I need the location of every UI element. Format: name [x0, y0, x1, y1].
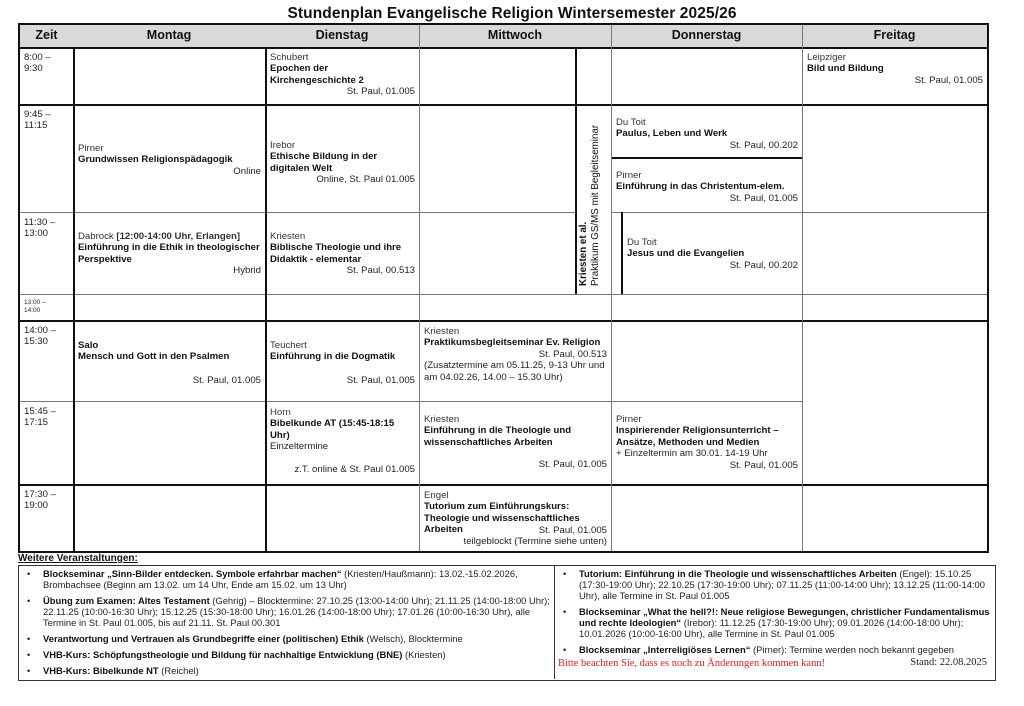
- course-title: Praktikumsbegleitseminar Ev. Religion: [424, 337, 601, 349]
- course-tutorium: [420, 487, 611, 551]
- course-einfuehrung-christentum: [612, 167, 802, 212]
- time-slot: 17:30 – 19:00: [24, 489, 57, 512]
- course-ethik-theologische-perspektive: [74, 228, 265, 294]
- event-title: Blockseminar „Interreligiöses Lernen“: [579, 644, 751, 655]
- room: Hybrid: [233, 265, 261, 277]
- course-title: Bild und Bildung: [807, 63, 884, 75]
- event-details: (Irebor): 11.12.25 (17:30-19:00 Uhr); 09.01.2026 (14:00-18:00 Uhr); 10.01.2026 (10:00-16:00 Uhr), alle Termine in St. Paul 01.005: [579, 617, 964, 639]
- time-slot: 13:00 – 14:00: [24, 299, 46, 314]
- room: St. Paul, 01.005: [914, 74, 983, 86]
- room: St. Paul, 01.005: [538, 459, 607, 471]
- event-title: VHB-Kurs: Schöpfungstheologie und Bildung für nachhaltige Entwicklung (BNE): [43, 649, 403, 660]
- room: St. Paul, 00.513: [346, 265, 415, 277]
- course-note: + Einzeltermin am 30.01. 14-19 Uhr: [616, 448, 768, 460]
- room: St. Paul, 01.005: [346, 374, 415, 386]
- course-title: Ethische Bildung in der digitalen Welt: [270, 151, 378, 174]
- time-slot: 11:30 – 13:00: [24, 217, 56, 240]
- course-title: Paulus, Leben und Werk: [616, 128, 728, 140]
- course-note: teilgeblockt (Termine siehe unten): [463, 536, 607, 548]
- course-title: Mensch und Gott in den Psalmen: [78, 351, 230, 363]
- room: St. Paul, 00.513: [538, 348, 607, 360]
- further-events-box: [18, 565, 996, 681]
- lecturer: Leipziger: [807, 52, 846, 63]
- lecturer: Kriesten: [424, 414, 460, 425]
- page-title: Stundenplan Evangelische Religion Wintersemester 2025/26: [287, 5, 737, 22]
- event-title: Verantwortung und Vertrauen als Grundbegriffe einer (politischen) Ethik: [43, 633, 364, 644]
- course-title: Praktikum GS/MS mit Begleitseminar: [590, 124, 601, 286]
- course-title: Jesus und die Evangelien: [627, 248, 745, 260]
- course-paulus: [612, 114, 802, 157]
- event-details: (Pirner): Termine werden noch bekannt gegeben: [750, 644, 955, 655]
- lecturer: Pirner: [78, 143, 104, 154]
- further-event-item: [555, 568, 995, 601]
- event-details: (Reichel): [158, 665, 199, 676]
- changes-notice: Bitte beachten Sie, dass es noch zu Änderungen kommen kann!: [558, 658, 826, 669]
- further-event-item: [19, 649, 554, 660]
- course-title: Grundwissen Religionspädagogik: [78, 154, 233, 166]
- lecturer: Dabrock [12:00-14:00 Uhr, Erlangen]: [78, 231, 241, 242]
- course-bild-und-bildung: [803, 49, 987, 104]
- header-donnerstag: Donnerstag: [611, 25, 802, 47]
- lecturer: Kriesten: [424, 326, 460, 337]
- course-jesus-evangelien: [623, 234, 802, 294]
- header-mittwoch: Mittwoch: [419, 25, 611, 47]
- event-title: VHB-Kurs: Bibelkunde NT: [43, 665, 159, 676]
- further-event-item: [555, 644, 995, 655]
- further-event-item: [19, 665, 554, 676]
- course-dogmatik: [266, 337, 419, 401]
- event-title: Tutorium: Einführung in die Theologie und wissenschaftliches Arbeiten: [579, 568, 897, 579]
- course-epochen-kirchengeschichte: [266, 49, 419, 104]
- room: St. Paul, 01.005: [192, 374, 261, 386]
- event-title: Blockseminar „What the hell?!: Neue religiose Bewegungen, christlicher Fundamentalismus und rechte Ideologien“: [579, 606, 990, 628]
- lecturer: Pirner: [616, 170, 642, 181]
- room: St. Paul, 01.005: [729, 459, 798, 471]
- course-mensch-gott-psalmen: [74, 337, 265, 401]
- further-event-item: [555, 606, 995, 639]
- course-title: Biblische Theologie und ihre Didaktik - elementar: [270, 242, 402, 265]
- room: St. Paul, 00.202: [729, 139, 798, 151]
- lecturer: Du Toit: [627, 237, 657, 248]
- time-slot: 14:00 – 15:30: [24, 325, 57, 348]
- room: St. Paul, 00.202: [729, 259, 798, 271]
- course-note: Einzeltermine: [270, 441, 329, 453]
- course-title: Einführung in die Dogmatik: [270, 351, 396, 363]
- lecturer: Kriesten et al.: [578, 221, 589, 286]
- time-slot: 9:45 – 11:15: [24, 109, 51, 132]
- further-event-item: [19, 595, 554, 628]
- course-title: Einführung in das Christentum-elem.: [616, 181, 785, 193]
- course-bibelkunde-at: [266, 404, 419, 484]
- course-title: Tutorium zum Einführungskurs: Theologie und wissenschaftliches Arbeiten: [424, 501, 580, 536]
- lecturer: Kriesten: [270, 231, 306, 242]
- course-title: Inspirierender Religionsunterricht – Ansätze, Methoden und Medien: [616, 425, 779, 448]
- room: St. Paul, 01.005: [346, 86, 415, 98]
- header-freitag: Freitag: [802, 25, 987, 47]
- course-praktikum-gsms: [578, 125, 602, 286]
- event-title: Blockseminar „Sinn-Bilder entdecken. Symbole erfahrbar machen“: [43, 568, 342, 579]
- room: St. Paul, 01.005: [538, 524, 607, 536]
- lecturer: Teuchert: [270, 340, 307, 351]
- timetable: [18, 23, 989, 553]
- course-title: Einführung in die Theologie und wissenschaftliches Arbeiten: [424, 425, 572, 448]
- further-events-right: [555, 566, 995, 669]
- header-zeit: Zeit: [20, 25, 73, 47]
- event-details: (Engel): 15.10.25 (17:30-19:00 Uhr); 22.10.25 (17:30-19:00 Uhr); 07.11.25 (11:00-14:00 Uhr); 13.12.25 (11:00-14:00 Uhr), alle Termine in St. Paul 01.005: [579, 568, 985, 601]
- room: Online, St. Paul 01.005: [316, 174, 415, 186]
- room: z.T. online & St. Paul 01.005: [294, 463, 415, 475]
- further-events-left: [19, 566, 555, 679]
- time-slot: 15:45 – 17:15: [24, 406, 57, 429]
- course-title: Einführung in die Ethik in theologischer Perspektive: [78, 242, 260, 265]
- lecturer: Horn: [270, 407, 291, 418]
- event-details: (Kriesten): [402, 649, 446, 660]
- course-note: (Zusatztermine am 05.11.25, 9-13 Uhr und am 04.02.26, 14.00 – 15.30 Uhr): [424, 360, 605, 383]
- time-slot: 8:00 – 9:30: [24, 52, 51, 75]
- event-title: Übung zum Examen: Altes Testament: [43, 595, 210, 606]
- course-einfuehrung-theologie: [420, 411, 611, 484]
- status-date: Stand: 22.08.2025: [910, 657, 987, 668]
- course-inspirierender-ru: [612, 411, 802, 484]
- header-montag: Montag: [73, 25, 265, 47]
- further-event-item: [19, 633, 554, 644]
- event-details: (Gehrig) – Blocktermine: 27.10.25 (13:00-14:00 Uhr); 21.11.25 (14:00-18:00 Uhr); 22.11.25 (10:00-16:30 Uhr); 15.12.25 (15:30-18:00 Uhr); 16.01.26 (14:00-18:00 Uhr); 17.01.26 (10:00-16:30 Uhr), alle Termine in St. Paul 01.005, bis auf 21.11. St. Paul 00.301: [43, 595, 550, 628]
- course-biblische-theologie: [266, 228, 419, 294]
- further-event-item: [19, 568, 554, 590]
- course-ethische-bildung: [266, 137, 419, 211]
- room: Online: [233, 165, 261, 177]
- course-title: Epochen der Kirchengeschichte 2: [270, 63, 364, 86]
- lecturer: Pirner: [616, 414, 642, 425]
- header-dienstag: Dienstag: [265, 25, 419, 47]
- room: St. Paul, 01.005: [729, 192, 798, 204]
- lecturer: Schubert: [270, 52, 309, 63]
- lecturer: Irebor: [270, 140, 296, 151]
- lecturer: Salo: [78, 340, 99, 351]
- course-praktikumsbegleitseminar: [420, 323, 611, 401]
- course-grundwissen-religionspaedagogik: [74, 140, 265, 210]
- event-details: (Kriesten/Haußmann): 13.02.-15.02.2026, Brombachsee (Beginn am 13.02. um 14 Uhr, Ende am 15.02. um 13 Uhr): [43, 568, 518, 590]
- lecturer: Engel: [424, 490, 449, 501]
- event-details: (Welsch), Blocktermine: [363, 633, 463, 644]
- course-title: Bibelkunde AT (15:45-18:15 Uhr): [270, 418, 395, 441]
- lecturer: Du Toit: [616, 117, 646, 128]
- further-events-label: Weitere Veranstaltungen:: [18, 553, 138, 564]
